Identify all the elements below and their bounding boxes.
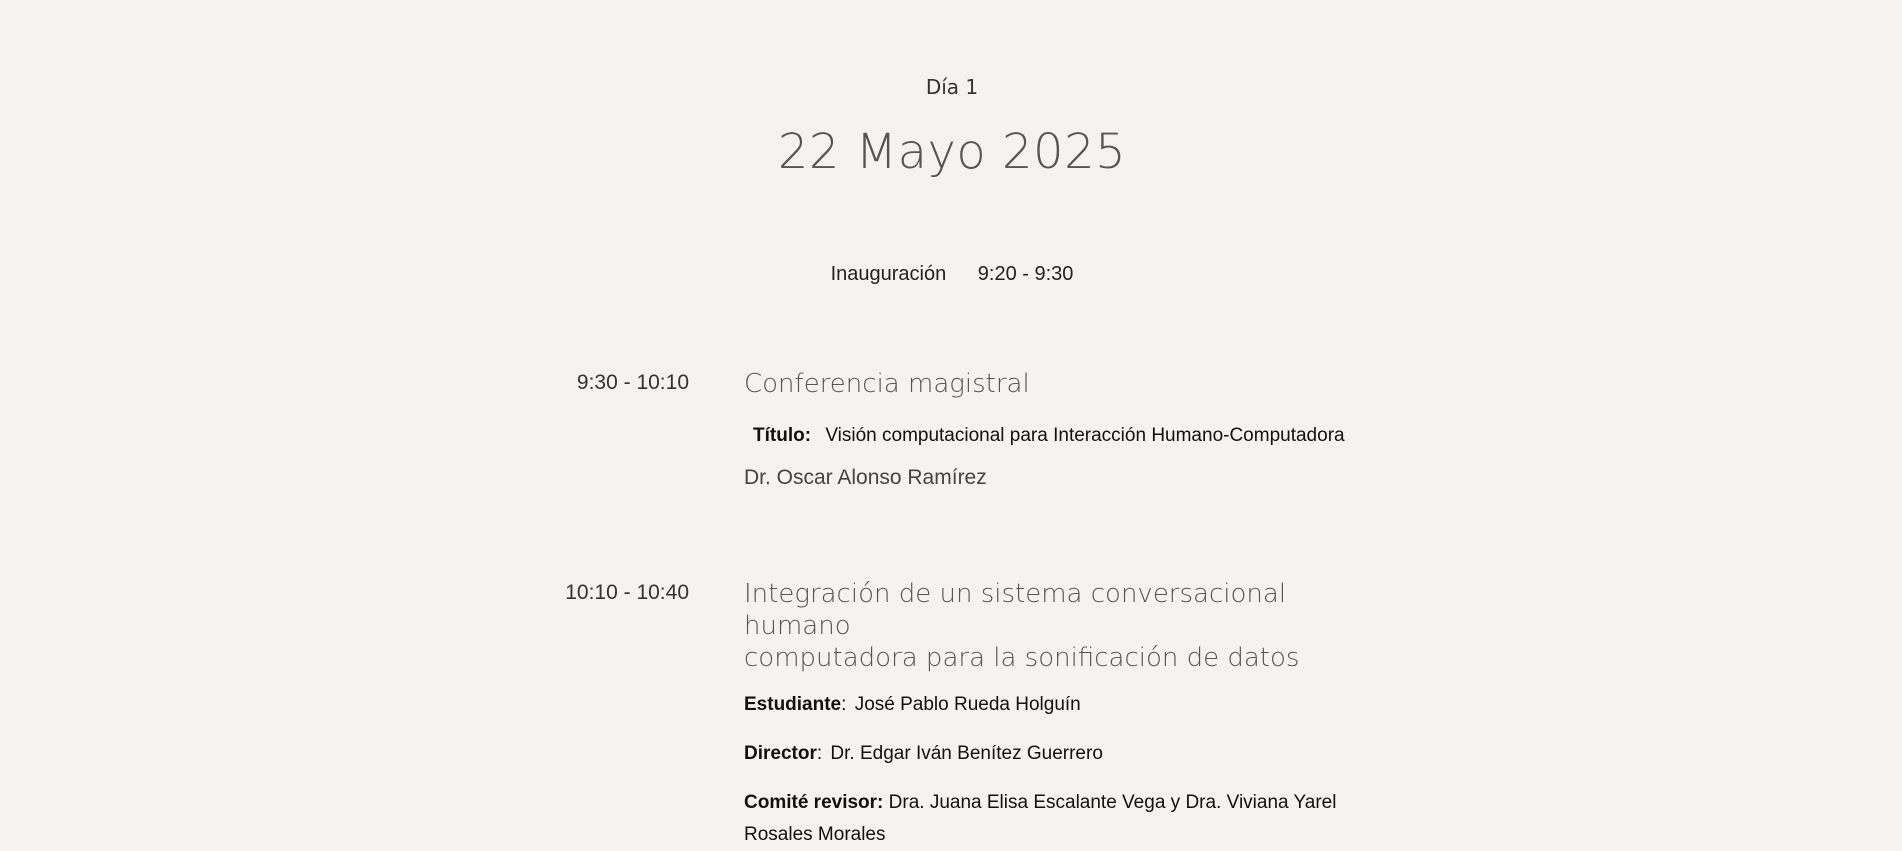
- talk-title-label: Título:: [753, 425, 812, 446]
- student-row: Estudiante: José Pablo Rueda Holguín: [744, 694, 1081, 715]
- director-row: Director: Dr. Edgar Iván Benítez Guerrero: [744, 743, 1103, 764]
- director-label: Director: [744, 743, 817, 764]
- session-title: Conferencia magistral: [744, 369, 1030, 399]
- day-date: 22 Mayo 2025: [777, 124, 1127, 180]
- student-value: José Pablo Rueda Holguín: [854, 694, 1081, 715]
- committee-value: Dra. Juana Elisa Escalante Vega y Dra. Viviana Yarel: [888, 792, 1337, 813]
- committee-label: Comité revisor:: [744, 792, 884, 813]
- session-time: 9:30 - 10:10: [576, 371, 689, 394]
- talk-title-row: [744, 420, 1364, 452]
- session-title-line: Integración de un sistema conversacional humano: [744, 579, 1287, 641]
- session-content: [744, 578, 1364, 851]
- session-time: 10:10 - 10:40: [565, 581, 689, 604]
- talk-title-value: Visión computacional para Interacción Humano-Computadora: [825, 425, 1345, 446]
- session-title-line: computadora para la sonificación de datos: [744, 643, 1300, 673]
- committee-value-line2: Rosales Morales: [744, 824, 886, 845]
- session-title: [744, 578, 1364, 674]
- student-label: Estudiante: [744, 694, 842, 715]
- director-value: Dr. Edgar Iván Benítez Guerrero: [830, 743, 1103, 764]
- session-content: [744, 368, 1364, 490]
- opening-row: [0, 263, 1902, 286]
- opening-time: 9:20 - 9:30: [977, 263, 1074, 285]
- opening-label: Inauguración: [830, 263, 947, 285]
- committee-row: [744, 787, 1364, 851]
- day-label: Día 1: [925, 75, 979, 99]
- speaker-name: Dr. Oscar Alonso Ramírez: [744, 466, 987, 489]
